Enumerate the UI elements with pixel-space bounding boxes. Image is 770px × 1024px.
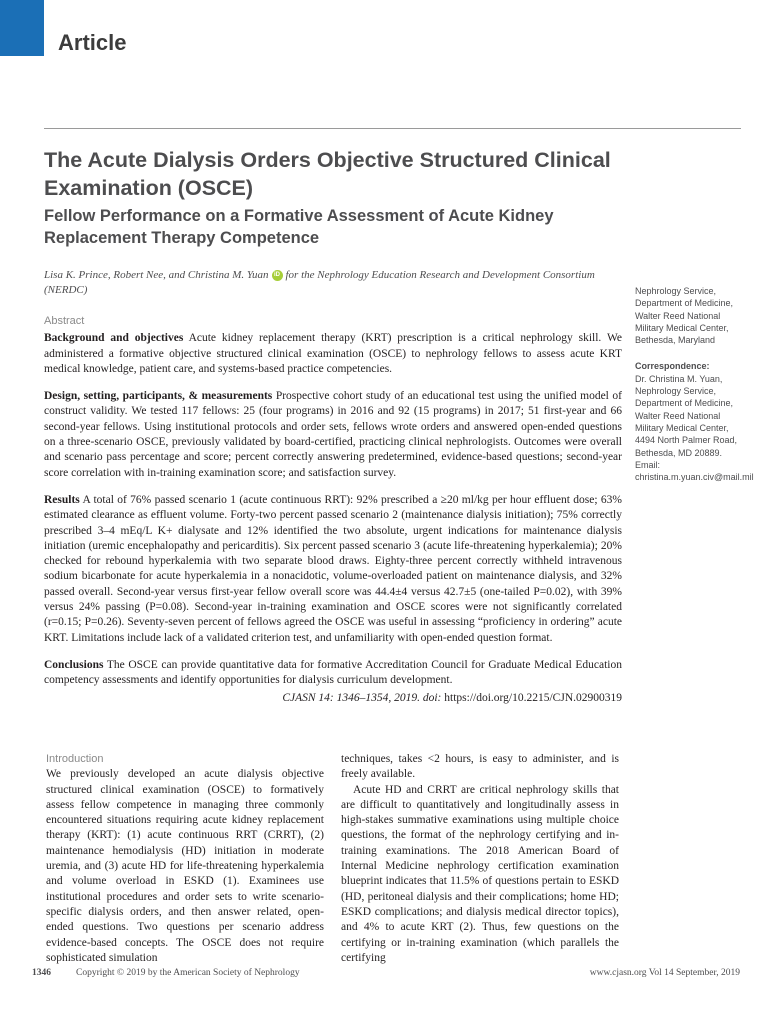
article-subtitle: Fellow Performance on a Formative Assessment of Acute Kidney Replacement Therapy Competence bbox=[44, 207, 554, 247]
correspondence-heading: Correspondence: bbox=[635, 361, 710, 372]
author-names: Lisa K. Prince, Robert Nee, and Christina M. Yuan bbox=[44, 269, 269, 281]
design-label: Design, setting, participants, & measurements bbox=[44, 390, 273, 403]
abstract-heading: Abstract bbox=[44, 315, 85, 327]
abstract-results bbox=[44, 493, 622, 646]
citation bbox=[44, 691, 622, 706]
introduction-heading: Introduction bbox=[46, 753, 104, 765]
conclusions-label: Conclusions bbox=[44, 658, 104, 671]
abstract-design bbox=[44, 389, 622, 481]
background-text: Acute kidney replacement therapy (KRT) prescription is a critical nephrology skill. We administered a formative objective structured clinical examination (OSCE) to nephrology fellows to assess acute KRT medical knowledge, patient care, and systems-based practice competencies. bbox=[44, 332, 622, 375]
page-number: 1346 bbox=[32, 968, 51, 978]
doi-link[interactable]: https://doi.org/10.2215/CJN.02900319 bbox=[444, 691, 622, 704]
article-title: The Acute Dialysis Orders Objective Structured Clinical Examination (OSCE) bbox=[44, 148, 611, 200]
results-text: A total of 76% passed scenario 1 (acute continuous RRT): 92% prescribed a ≥20 ml/kg per hour effluent dose; 63% estimated clearance as effluent volume. Forty-two percent passed scenario 2 (maintenance dialysis initiation); 75% correctly prescribed 3–4 mEq/L K+ dialysate and 12% identified the two absolute, urgent indications for maintenance dialysis initiation (uremic encephalopathy and pericarditis). Six percent passed scenario 3 (acute life-threatening hyperkalemia); 20% checked for rebound hyperkalemia with two separate blood draws. Eighty-three percent correctly withheld intravenous sodium bicarbonate for acute hyperkalemia in a nonacidotic, volume-overloaded patient on maintenance dialysis, and 32% passed overall. Second-year versus first-year fellow overall score was 44.4±4 versus 42.7±5 (one-tailed P=0.02), with 39% versus 24% passing (P=0.08). Second-year in-training examination and OSCE scores were not significantly correlated (r=0.15; P=0.26). Seventy-seven percent of fellows agreed the OSCE was useful in assessing “proficiency in ordering” acute KRT. Limitations include lack of a validated criterion test, and unfamiliarity with open-ended question format. bbox=[44, 493, 622, 644]
affiliation: Nephrology Service, Department of Medicine, Walter Reed National Military Medical Center, Bethesda, Maryland bbox=[635, 286, 734, 346]
intro-paragraph-1-continued: techniques, takes <2 hours, is easy to administer, and is freely available. bbox=[341, 753, 619, 781]
article-type-label: Article bbox=[58, 30, 127, 55]
abstract bbox=[44, 314, 622, 706]
orcid-icon[interactable]: iD bbox=[272, 270, 283, 281]
design-text: Prospective cohort study of an educational test using the unified model of construct validity. We tested 117 fellows: 25 (four programs) in 2016 and 92 (15 programs) in 2017; 51 first-year and 66 second-year fellows. Using institutional protocols and order sets, fellows wrote orders and answered open-ended questions on a three-scenario OSCE, previously validated by board-certified, practicing clinical nephrologists. Outcomes were overall and scenario pass percentage and score; percent correctly answering predetermined, evidence-based questions; second-year score correlation with in-training examination score; and satisfaction survey. bbox=[44, 390, 622, 479]
abstract-conclusions bbox=[44, 658, 622, 689]
header-divider bbox=[44, 128, 741, 129]
article-type-tab bbox=[0, 0, 44, 56]
background-label: Background and objectives bbox=[44, 332, 184, 345]
intro-paragraph-2: Acute HD and CRRT are critical nephrology skills that are difficult to quantitatively and longitudinally assess in high-stakes summative examinations using multiple choice questions, the format of the nephrology certifying and in-training examinations. The 2018 American Board of Internal Medicine nephrology certification examination blueprint indicates that 11.5% of questions pertain to ESKD (HD, peritoneal dialysis and their complications; home HD; ESKD complications; and dialysis medical director topics), and 4% to acute KRT (2). Thus, few questions on the certifying or in-training examination (which parallels the certifying bbox=[341, 783, 619, 964]
citation-text: CJASN 14: 1346–1354, 2019. doi: bbox=[282, 691, 442, 704]
author-consortium: for the Nephrology Education Research and Development Consortium (NERDC) bbox=[44, 269, 595, 296]
abstract-background bbox=[44, 331, 622, 377]
intro-paragraph-1: We previously developed an acute dialysis objective structured clinical examination (OSCE) to formatively assess fellow competence in managing three commonly encountered situations requiring acute kidney replacement therapy (KRT): (1) acute continuous RRT (CRRT), (2) maintenance hemodialysis (HD) initiation in moderate uremia, and (3) acute HD for life-threatening hyperkalemia and volume overload in ESKD (1). Examinees use institutional procedures and order sets to write scenario-specific dialysis orders, and then answer related, open-ended questions. Two questions per scenario address evidence-based concepts. The OSCE does not require sophisticated simulation bbox=[46, 768, 324, 964]
journal-info[interactable]: www.cjasn.org Vol 14 September, 2019 bbox=[589, 968, 740, 978]
body-column-left bbox=[46, 752, 324, 966]
author-list bbox=[44, 268, 622, 298]
sidebar bbox=[635, 285, 754, 483]
correspondence-text: Dr. Christina M. Yuan, Nephrology Service, Department of Medicine, Walter Reed National Military Medical Center, 4494 North Palmer Road, Bethesda, MD 20889. Email: christina.m.yuan.civ@mail.mil bbox=[635, 373, 754, 483]
results-label: Results bbox=[44, 493, 80, 506]
conclusions-text: The OSCE can provide quantitative data for formative Accreditation Council for Graduate Medical Education competency assessments and identify opportunities for dialysis curriculum development. bbox=[44, 658, 622, 687]
copyright: Copyright © 2019 by the American Society of Nephrology bbox=[76, 968, 300, 978]
body-column-right bbox=[341, 752, 619, 966]
